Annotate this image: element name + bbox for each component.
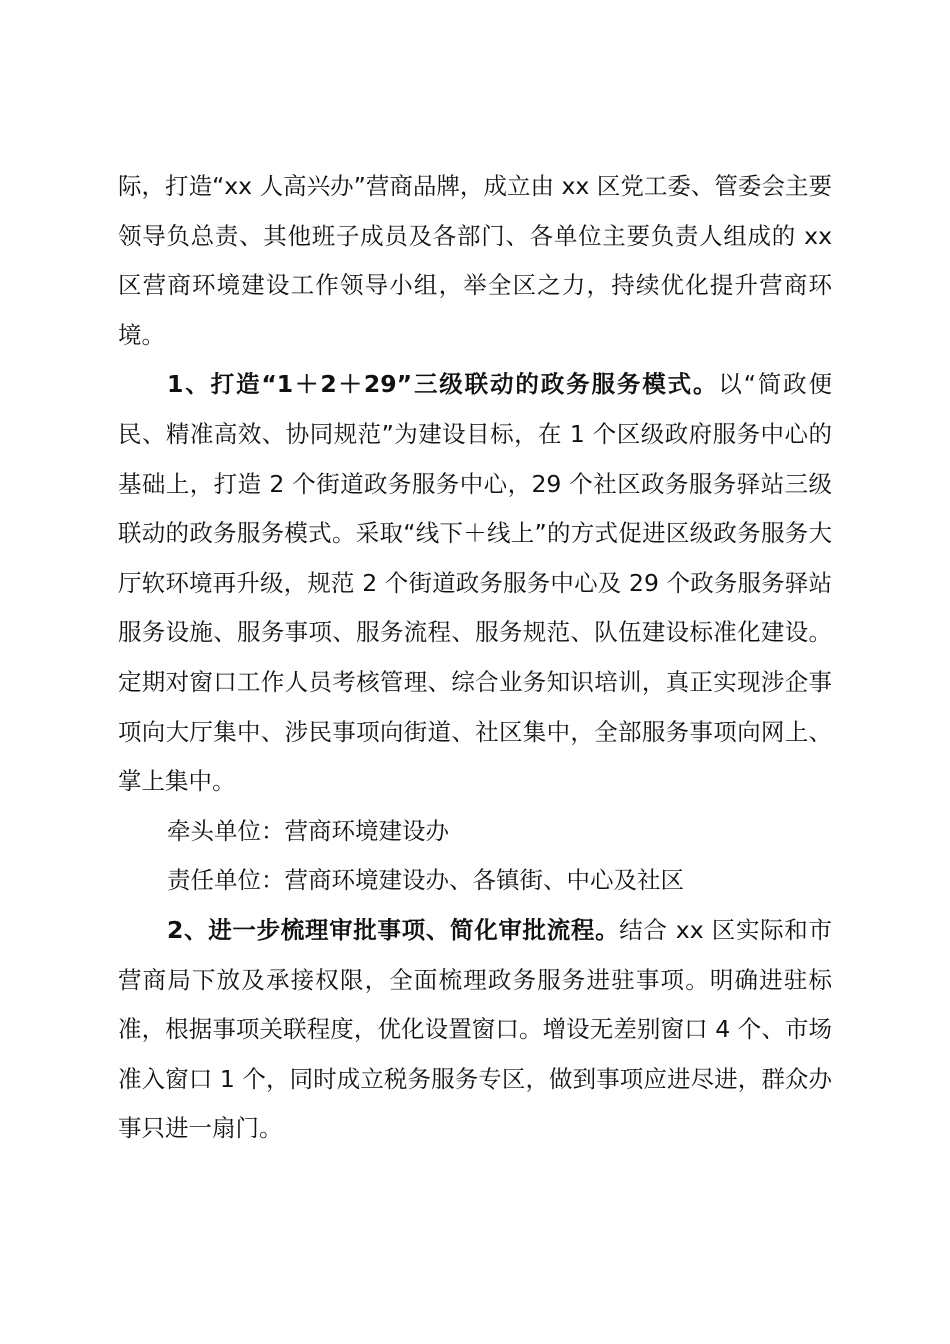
responsible-unit-line xyxy=(118,856,832,906)
responsible-unit-text: 责任单位：营商环境建设办、各镇街、中心及社区 xyxy=(167,866,684,895)
paragraph-item-2 xyxy=(118,906,832,1154)
paragraph-item-1 xyxy=(118,360,832,806)
paragraph-continuation xyxy=(118,162,832,360)
lead-unit-text: 牵头单位：营商环境建设办 xyxy=(167,816,449,845)
item-2-heading: 2、进一步梳理审批事项、简化审批流程。 xyxy=(167,915,620,944)
item-2-text: 结合 xx 区实际和市营商局下放及承接权限，全面梳理政务服务进驻事项。明确进驻标准，根据事项关联程度，优化设置窗口。增设无差别窗口 4 个、市场准入窗口 1 个，同时成立税务服务专区，做到事项应进尽进，群众办事只进一扇门。 xyxy=(118,915,832,1143)
paragraph-text: 际，打造“xx 人高兴办”营商品牌，成立由 xx 区党工委、管委会主要领导负总责、其他班子成员及各部门、各单位主要负责人组成的 xx 区营商环境建设工作领导小组，举全区之力，持续优化提升营商环境。 xyxy=(118,172,832,349)
item-1-text: 以“简政便民、精准高效、协同规范”为建设目标，在 1 个区级政府服务中心的基础上，打造 2 个街道政务服务中心，29 个社区政务服务驿站三级联动的政务服务模式。采取“线下＋线上”的方式促进区级政务服务大厅软环境再升级，规范 2 个街道政务服务中心及 29 个政务服务驿站服务设施、服务事项、服务流程、服务规范、队伍建设标准化建设。定期对窗口工作人员考核管理、综合业务知识培训，真正实现涉企事项向大厅集中、涉民事项向街道、社区集中，全部服务事项向网上、掌上集中。 xyxy=(118,370,832,796)
lead-unit-line xyxy=(118,807,832,857)
item-1-heading: 1、打造“1＋2＋29”三级联动的政务服务模式。 xyxy=(167,370,719,399)
document-body xyxy=(118,162,832,1154)
